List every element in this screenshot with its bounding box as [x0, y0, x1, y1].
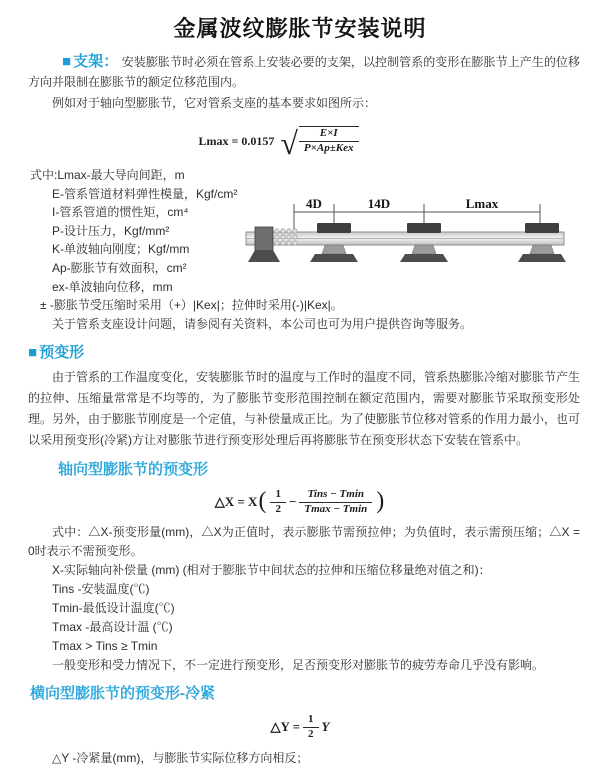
formula-fraction	[299, 126, 359, 156]
close-paren: )	[376, 488, 385, 515]
formula-lhs: △X = X	[214, 494, 258, 510]
one-half-fraction: $\frac{1}{2}$	[270, 488, 286, 517]
formula-lhs: Lmax = 0.0157	[198, 133, 275, 148]
anchor-block	[255, 227, 273, 251]
axial-definition-line: Tmin-最低设计温度(℃)	[52, 601, 175, 616]
formula-numerator: E×I	[319, 127, 338, 140]
axial-definition-line: Tmax -最高设计温 (℃)	[52, 620, 173, 635]
sqrt-radical-icon: √	[280, 124, 298, 161]
lateral-predeform-heading: 横向型膨胀节的预变形-冷紧	[30, 685, 215, 703]
support-intro-text: 安装膨胀节时必须在管系上安装必要的支架，以控制管系的变形在膨胀节上产生的位移方向并限制在膨胀节的额定位移范围内。	[28, 55, 580, 89]
axial-predeform-formula	[0, 484, 600, 520]
dim-label-14d: 14D	[367, 196, 391, 211]
one-half-fraction: $\frac{1}{2}$	[303, 713, 319, 742]
temperature-fraction: $\frac{\text{Tins − Tmin}}{Tmax - Tmin}$	[299, 488, 372, 517]
predeform-body-text: 由于管系的工作温度变化，安装膨胀节时的温度与工作时的温度不同，管系热膨胀冷缩对膨胀节产生的拉伸、压缩量常常是不均等的，为了膨胀节变形范围控制在额定范围内，需要对膨胀节采取预变形处理。另外，由于膨胀节刚度是一个定值，与补偿量成正比。为了使膨胀节位移对管系的作用力最小，也可以采用预变形(冷紧)方让对膨胀节进行预变形处理后再将膨胀节在预变形状态下安装在管系中。	[28, 370, 581, 448]
lateral-predeform-formula	[0, 711, 600, 743]
dim-label-lmax: Lmax	[465, 196, 499, 211]
anchor-base	[248, 250, 280, 262]
dim-label-4d: 4D	[306, 196, 322, 211]
support-section-heading: 支架：	[73, 53, 119, 70]
axial-definition-line: X-实际轴向补偿量 (mm) (相对于膨胀节中间状态的拉伸和压缩位移量绝对值之和)：	[52, 563, 491, 578]
predeform-section-heading: ■ 预变形	[28, 344, 85, 362]
axial-predeform-heading: 轴向型膨胀节的预变形	[58, 461, 209, 479]
support-paragraph	[28, 52, 580, 92]
lateral-note-text: △Y -冷紧量(mm)，与膨胀节实际位移方向相反；	[52, 751, 309, 766]
support-example-text: 例如对于轴向型膨胀节，它对管系支座的基本要求如图所示：	[52, 96, 377, 110]
guide-spacing-formula	[0, 120, 560, 162]
section-marker-icon: ■	[28, 344, 38, 362]
pipe-support-diagram-svg	[246, 192, 568, 272]
definition-item: ± -膨胀节受压缩时采用（+）|Kex|；拉伸时采用(-)|Kex|。	[40, 298, 343, 313]
definition-item: Ap-膨胀节有效面积，cm²	[52, 260, 187, 275]
definition-item: 式中:Lmax-最大导向间距，m	[30, 168, 185, 182]
definition-item: ex-单波轴向位移，mm	[52, 279, 173, 294]
formula-lhs: △Y =	[270, 719, 301, 735]
definition-item: 关于管系支座设计问题，请参阅有关资料，本公司也可为用户提供咨询等服务。	[52, 316, 473, 331]
minus-sign: −	[288, 494, 297, 510]
pipe-support-diagram	[246, 192, 568, 272]
axial-definition-line: 式中：△X-预变形量(mm)，△X为正值时，表示膨胀节需预拉伸；为负值时，表示需预压缩；△X = 0时表示不需预变形。	[28, 525, 580, 559]
axial-definition-line: Tins -安装温度(℃)	[52, 582, 150, 597]
axial-definition-line: 一般变形和受力情况下，不一定进行预变形，足否预变形对膨胀节的疲劳寿命几乎没有影响。	[52, 658, 545, 673]
definition-item: E-管系管道材料弹性模量，Kgf/cm²	[52, 186, 238, 201]
formula-rhs: Y	[321, 719, 330, 735]
definition-item: K-单波轴向刚度；Kgf/mm	[52, 242, 190, 257]
definition-item: I-管系管道的惯性矩，cm⁴	[52, 205, 189, 220]
open-paren: (	[258, 488, 267, 515]
section-marker-icon: ■	[62, 53, 72, 70]
definition-item: P-设计压力，Kgf/mm²	[52, 223, 170, 238]
formula-denominator: P×Ap±Kex	[299, 141, 359, 156]
page-title: 金属波纹膨胀节安装说明	[173, 16, 427, 41]
axial-definition-line: Tmax > Tins ≥ Tmin	[52, 639, 158, 654]
